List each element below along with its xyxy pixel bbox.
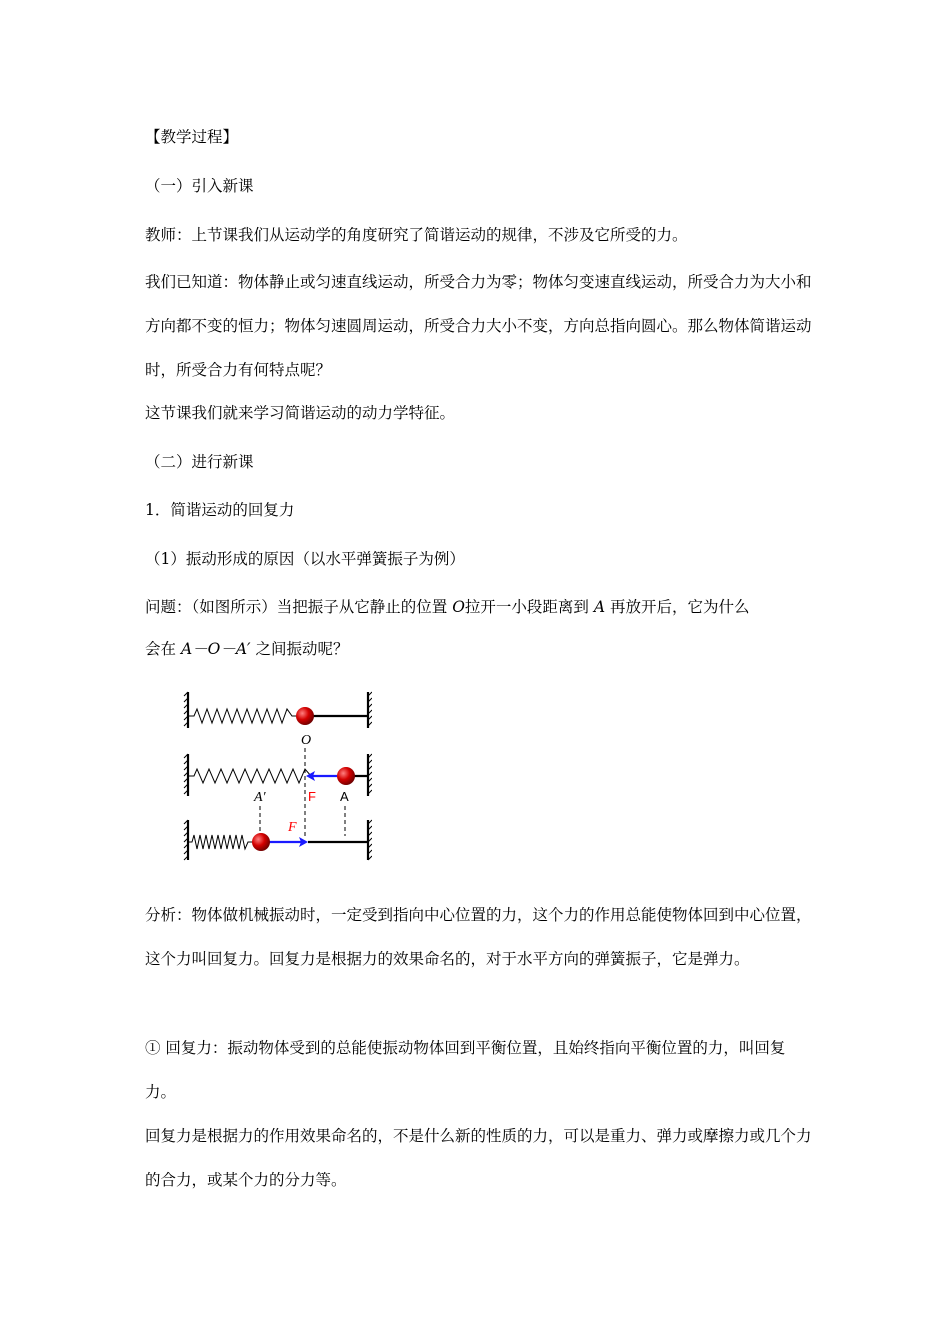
section-intro-title: （一）引入新课	[145, 177, 254, 195]
label-O: O	[301, 733, 312, 748]
oscillator-ball	[337, 767, 355, 785]
row-compressed	[184, 820, 372, 860]
sub-item-1-title: （1）振动形成的原因（以水平弹簧振子为例）	[145, 550, 465, 568]
teacher-paragraph: 教师：上节课我们从运动学的角度研究了简谐运动的规律，不涉及它所受的力。	[145, 226, 688, 244]
spring-oscillator-figure	[182, 688, 372, 864]
restoring-force-note: 回复力是根据力的作用效果命名的，不是什么新的性质的力，可以是重力、弹力或摩擦力或几个力的合力，或某个力的分力等。	[145, 1127, 812, 1189]
question-line-1: 问题：（如图所示）当把振子从它静止的位置 O拉开一小段距离到 A 再放开后，它为什么	[145, 598, 750, 616]
label-F-2: F	[288, 820, 297, 835]
item-1-title: 1．简谐运动的回复力	[145, 501, 295, 519]
question-line-2: 会在 A－O－A′ 之间振动呢？	[145, 640, 349, 658]
row-equilibrium	[184, 692, 372, 748]
teaching-process-heading: 【教学过程】	[145, 128, 239, 146]
known-paragraph: 我们已知道：物体静止或匀速直线运动，所受合力为零；物体匀变速直线运动，所受合力为大小和方向都不变的恒力；物体匀速圆周运动，所受合力大小不变，方向总指向圆心。那么物体简谐运动时，所受合力有何特点呢？	[145, 273, 812, 379]
restoring-force-definition: ① 回复力：振动物体受到的总能使振动物体回到平衡位置，且始终指向平衡位置的力，叫回复力。	[145, 1039, 786, 1101]
spring	[188, 835, 254, 849]
label-A: A	[340, 789, 349, 804]
label-F-1: F	[308, 789, 316, 804]
row-stretched	[184, 754, 372, 805]
this-lesson-paragraph: 这节课我们就来学习简谐运动的动力学特征。	[145, 404, 456, 422]
oscillator-ball	[252, 833, 270, 851]
spring	[188, 709, 297, 723]
section-new-lesson-title: （二）进行新课	[145, 453, 254, 471]
oscillator-ball	[296, 707, 314, 725]
analysis-paragraph: 分析：物体做机械振动时，一定受到指向中心位置的力，这个力的作用总能使物体回到中心位置，这个力叫回复力。回复力是根据力的效果命名的，对于水平方向的弹簧振子，它是弹力。	[145, 906, 812, 968]
label-A-prime: A′	[254, 790, 266, 805]
